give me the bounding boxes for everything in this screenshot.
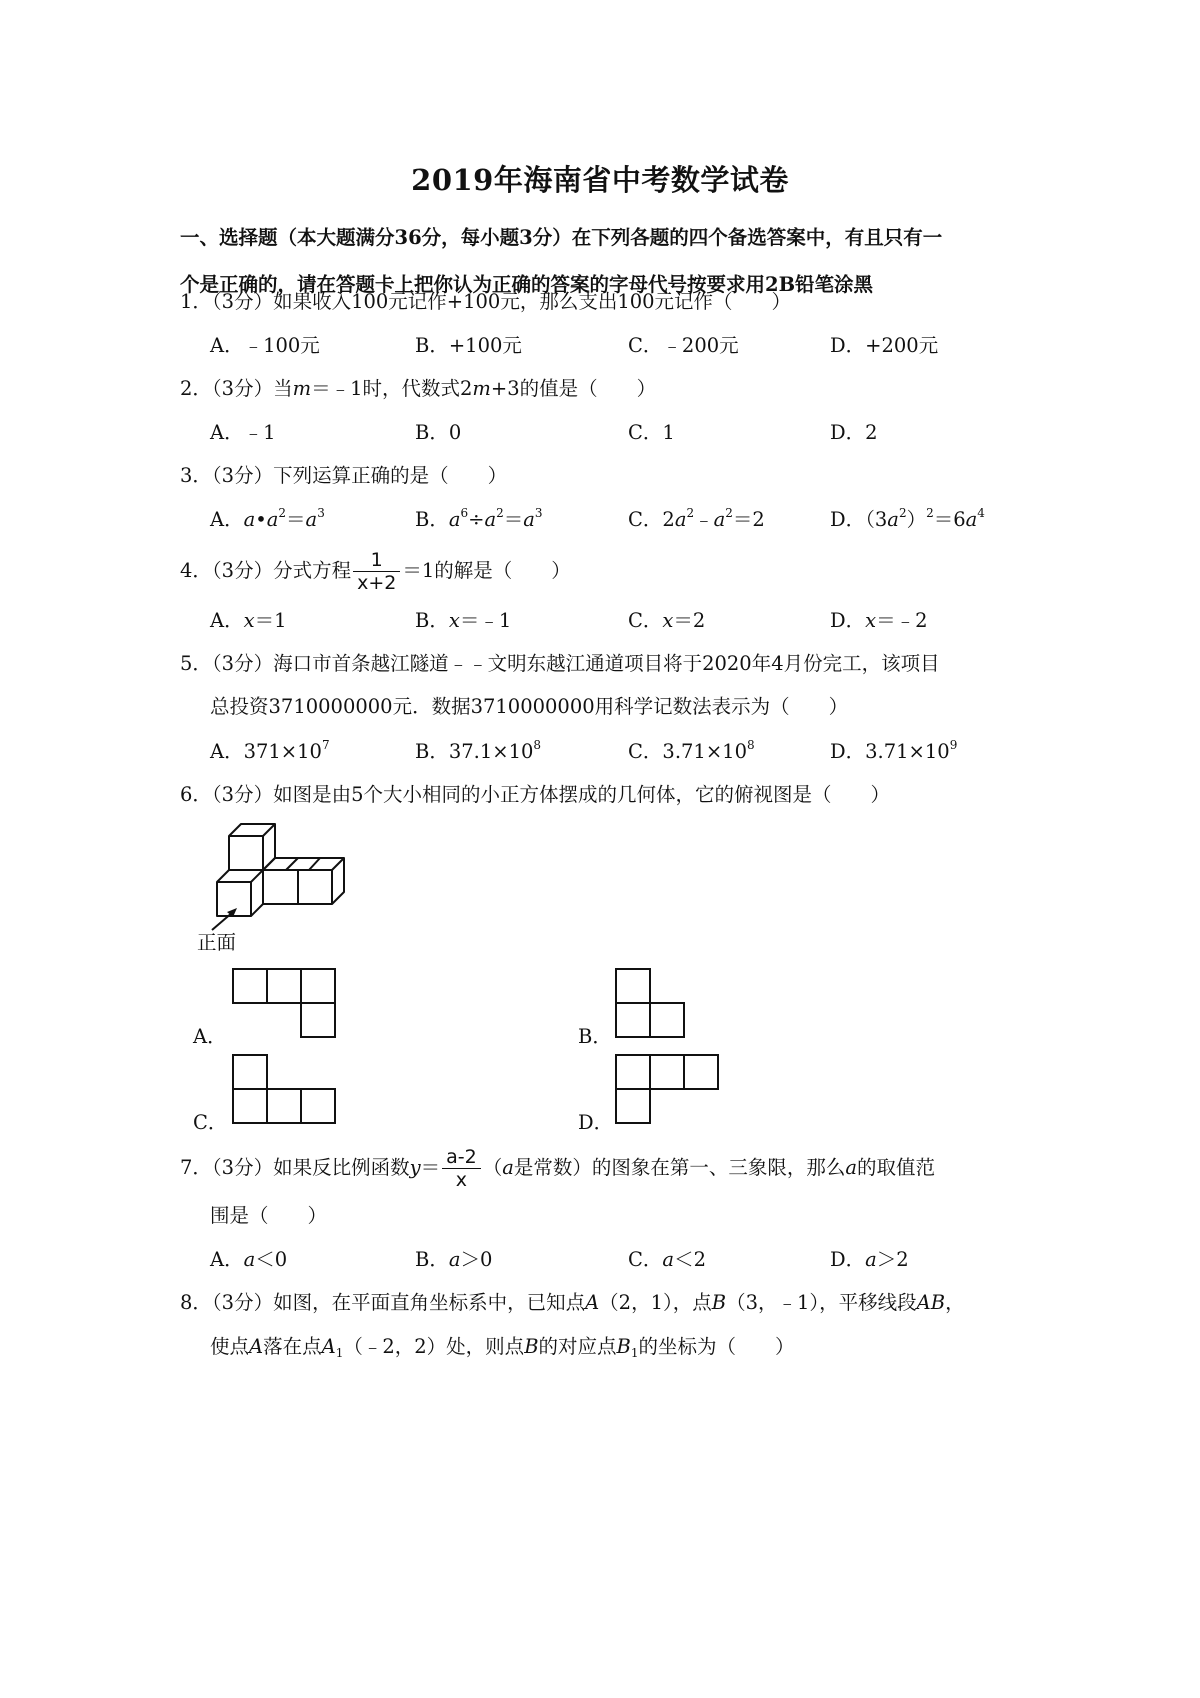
- q5-option-a: A．$371\times 10^7$: [210, 738, 330, 763]
- question-7-options: [210, 1245, 1040, 1275]
- q2-option-a: A．﹣1: [210, 421, 276, 444]
- q6-option-d-figure: [615, 1054, 721, 1124]
- question-5-stem-line1: 5．（3分）海口市首条越江隧道﹣﹣文明东越江通道项目将于2020年4月份完工，该项目: [180, 652, 940, 675]
- section-instruction-line2: 个是正确的，请在答题卡上把你认为正确的答案的字母代号按要求用2B铅笔涂黑: [180, 273, 874, 296]
- question-1-stem: 1．（3分）如果收入100元记作+100元，那么支出100元记作（ ）: [180, 290, 792, 313]
- question-8-stem-line1: 8．（3分）如图，在平面直角坐标系中，已知点A（2，1），点B（3，﹣1），平移线段AB，: [180, 1291, 965, 1314]
- q4-option-b: B．x＝﹣1: [415, 609, 512, 632]
- q4-fraction: $\frac{1}{x+2}$: [353, 549, 400, 594]
- question-7-stem-line1: 7．（3分）如果反比例函数y＝ $\frac{a-2}{x}$ （a是常数）的图象在第一、三象限，那么a的取值范: [180, 1146, 936, 1191]
- question-4-options: [210, 606, 1040, 636]
- q2-option-b: B．0: [415, 421, 462, 444]
- q7-option-a: A．a＜0: [210, 1248, 288, 1271]
- q4-option-a: A．x＝1: [210, 609, 287, 632]
- q7-fraction: $\frac{a-2}{x}$: [442, 1146, 481, 1191]
- q6-option-c-label: C．: [193, 1111, 228, 1134]
- q4-option-c: C．x＝2: [628, 609, 706, 632]
- q6-option-c-figure: [232, 1054, 336, 1124]
- q2-option-d: D．2: [830, 421, 878, 444]
- cube-solid-figure: [200, 820, 360, 940]
- q3-option-a: A．$a•a^2=a^3$: [210, 506, 325, 531]
- q7-option-b: B．a＞0: [415, 1248, 493, 1271]
- question-1-options: [210, 331, 1040, 361]
- q5-option-b: B．$37.1\times 10^8$: [415, 738, 542, 763]
- q5-option-d: D．$3.71\times 10^9$: [830, 738, 958, 763]
- question-2-options: [210, 418, 1040, 448]
- q6-option-a-label: A．: [193, 1025, 227, 1048]
- question-2-stem: 2．（3分）当m＝﹣1时，代数式2m+3的值是（ ）: [180, 377, 657, 400]
- question-3-stem: 3．（3分）下列运算正确的是（ ）: [180, 464, 508, 487]
- q1-option-b: B．+100元: [415, 334, 522, 357]
- q6-option-b-figure: [615, 968, 687, 1038]
- q2-option-c: C．1: [628, 421, 675, 444]
- q5-option-c: C．$3.71\times 10^8$: [628, 738, 755, 763]
- q4-option-d: D．x＝﹣2: [830, 609, 928, 632]
- q3-option-d: D．$(3a^2)^2=6a^4$: [830, 506, 985, 531]
- q6-option-d-label: D．: [578, 1111, 614, 1134]
- q1-option-a: A．﹣100元: [210, 334, 320, 357]
- q3-option-b: B．$a^6\div a^2=a^3$: [415, 506, 543, 531]
- q3-option-c: C．$2a^2﹣a^2=2$: [628, 506, 765, 531]
- q1-option-c: C．﹣200元: [628, 334, 739, 357]
- q7-option-d: D．a＞2: [830, 1248, 909, 1271]
- question-5-options: [210, 737, 1040, 767]
- q6-option-b-label: B．: [578, 1025, 612, 1048]
- question-5-stem-line2: 总投资3710000000元．数据3710000000用科学记数法表示为（ ）: [210, 695, 849, 718]
- question-8-stem-line2: 使点A落在点$A_1(﹣2$，2）处，则点B的对应点$B_1$的坐标为（ ）: [210, 1335, 795, 1360]
- question-7-stem-line2: 围是（ ）: [210, 1204, 328, 1227]
- question-6-stem: 6．（3分）如图是由5个大小相同的小正方体摆成的几何体，它的俯视图是（ ）: [180, 783, 890, 806]
- q1-option-d: D．+200元: [830, 334, 939, 357]
- question-3-options: [210, 505, 1040, 535]
- question-4-stem: 4．（3分）分式方程 $\frac{1}{x+2}$ ＝1的解是（ ）: [180, 549, 571, 594]
- q6-option-a-figure: [232, 968, 336, 1038]
- page-title: 2019年海南省中考数学试卷: [411, 163, 789, 197]
- q7-option-c: C．a＜2: [628, 1248, 706, 1271]
- section-instruction-line1: 一、选择题（本大题满分36分，每小题3分）在下列各题的四个备选答案中，有且只有一: [180, 226, 943, 249]
- front-label: 正面: [197, 931, 237, 954]
